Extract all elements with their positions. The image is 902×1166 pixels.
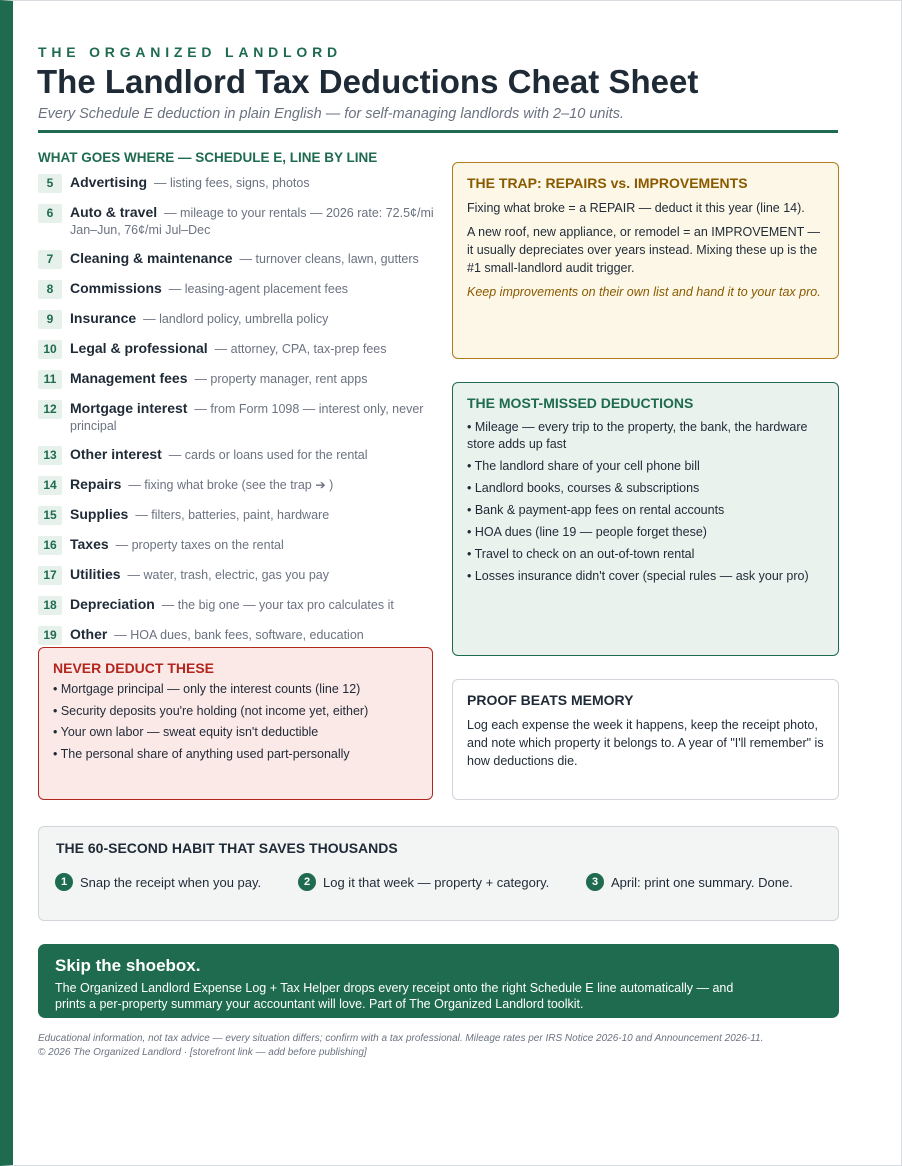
- line-description: — landlord policy, umbrella policy: [143, 312, 329, 326]
- habit-step-1: [55, 873, 261, 891]
- schedule-line: [38, 248, 438, 269]
- line-name: Auto & travel: [70, 204, 158, 220]
- brand-name: THE ORGANIZED LANDLORD: [38, 44, 342, 60]
- line-name: Commissions: [70, 280, 162, 296]
- line-name: Other: [70, 626, 108, 642]
- line-number: 9: [38, 310, 62, 329]
- schedule-line: [38, 368, 438, 389]
- trap-heading: THE TRAP: REPAIRS vs. IMPROVEMENTS: [467, 175, 748, 191]
- line-number: 5: [38, 174, 62, 193]
- cta-text: The Organized Landlord Expense Log + Tax Helper drops every receipt onto the right Schedule E line automatically — and prints a per-property summary your accountant will love. Part of The Organized Landlord toolkit.: [55, 981, 734, 1011]
- step-number: 2: [298, 873, 316, 891]
- proof-box: [452, 679, 839, 800]
- list-item: • Travel to check on an out-of-town rental: [467, 547, 695, 561]
- schedule-line: [38, 444, 438, 465]
- never-deduct-box: [38, 647, 433, 800]
- list-item: • Losses insurance didn't cover (special rules — ask your pro): [467, 569, 809, 583]
- copyright-text: © 2026 The Organized Landlord · [storefront link — add before publishing]: [38, 1047, 367, 1058]
- list-item: • Your own labor — sweat equity isn't deductible: [53, 725, 319, 739]
- list-item: • Landlord books, courses & subscriptions: [467, 481, 700, 495]
- line-description: — from Form 1098 — interest only, never principal: [70, 402, 424, 433]
- schedule-line: [38, 172, 438, 193]
- page-title: The Landlord Tax Deductions Cheat Sheet: [37, 63, 699, 100]
- step-text: Log it that week — property + category.: [323, 874, 550, 890]
- most-missed-box: [452, 382, 839, 656]
- schedule-line: [38, 308, 438, 329]
- schedule-line: [38, 202, 438, 239]
- schedule-line: [38, 534, 438, 555]
- step-text: Snap the receipt when you pay.: [80, 874, 262, 890]
- habit-step-2: [298, 873, 549, 891]
- line-description: — attorney, CPA, tax-prep fees: [214, 342, 387, 356]
- line-description: — water, trash, electric, gas you pay: [127, 568, 330, 582]
- line-name: Legal & professional: [70, 340, 208, 356]
- line-name: Depreciation: [70, 596, 155, 612]
- line-description: — the big one — your tax pro calculates it: [161, 598, 394, 612]
- line-description: — property taxes on the rental: [115, 538, 284, 552]
- schedule-line: [38, 398, 438, 435]
- step-number: 3: [586, 873, 604, 891]
- line-description: — filters, batteries, paint, hardware: [135, 508, 330, 522]
- habit-step-3: [586, 873, 793, 891]
- list-item: • Security deposits you're holding (not income yet, either): [53, 703, 369, 718]
- line-number: 8: [38, 280, 62, 299]
- line-number: 13: [38, 446, 62, 465]
- schedule-line: [38, 338, 438, 359]
- line-description: — HOA dues, bank fees, software, education: [114, 628, 364, 642]
- never-list: [53, 681, 418, 763]
- disclaimer-text: Educational information, not tax advice — every situation differs; confirm with a tax professional. Mileage rates per IRS Notice 2026-10 and Announcement 2026-11.: [38, 1033, 764, 1044]
- line-number: 17: [38, 566, 62, 585]
- header-divider: [38, 130, 838, 133]
- line-number: 14: [38, 476, 62, 495]
- missed-heading: THE MOST-MISSED DEDUCTIONS: [467, 395, 694, 411]
- line-name: Management fees: [70, 370, 188, 386]
- list-item: • HOA dues (line 19 — people forget these): [467, 525, 707, 539]
- cta-heading: Skip the shoebox.: [55, 956, 201, 975]
- schedule-line: [38, 504, 438, 525]
- trap-improvement-text: A new roof, new appliance, or remodel = an IMPROVEMENT — it usually depreciates over years instead. Mixing these up is the #1 small-landlord audit trigger.: [467, 225, 821, 275]
- line-description: — fixing what broke (see the trap ➔ ): [128, 478, 334, 492]
- schedule-e-list: [38, 172, 438, 654]
- line-number: 12: [38, 400, 62, 419]
- schedule-line: [38, 624, 438, 645]
- line-name: Cleaning & maintenance: [70, 250, 233, 266]
- line-number: 15: [38, 506, 62, 525]
- line-number: 19: [38, 626, 62, 645]
- footer: [38, 1032, 838, 1060]
- line-number: 6: [38, 204, 62, 223]
- missed-list: [467, 419, 824, 585]
- cta-banner: [38, 944, 839, 1018]
- line-description: — mileage to your rentals — 2026 rate: 72.5¢/mi Jan–Jun, 76¢/mi Jul–Dec: [70, 206, 434, 237]
- habit-box: [38, 826, 839, 921]
- schedule-e-heading: WHAT GOES WHERE — SCHEDULE E, LINE BY LINE: [38, 150, 378, 165]
- line-name: Supplies: [70, 506, 129, 522]
- line-number: 11: [38, 370, 62, 389]
- line-name: Repairs: [70, 476, 122, 492]
- list-item: • Mileage — every trip to the property, the bank, the hardware store adds up fast: [467, 420, 808, 451]
- schedule-line: [38, 564, 438, 585]
- line-name: Advertising: [70, 174, 148, 190]
- trap-tip-text: Keep improvements on their own list and hand it to your tax pro.: [467, 285, 821, 299]
- list-item: • The landlord share of your cell phone bill: [467, 459, 700, 473]
- line-name: Insurance: [70, 310, 137, 326]
- line-description: — property manager, rent apps: [194, 372, 368, 386]
- line-number: 10: [38, 340, 62, 359]
- line-description: — listing fees, signs, photos: [153, 176, 310, 190]
- list-item: • Bank & payment-app fees on rental accounts: [467, 503, 725, 517]
- proof-text: Log each expense the week it happens, keep the receipt photo, and note which property it belongs to. A year of "I'll remember" is how deductions die.: [467, 718, 824, 768]
- line-description: — cards or loans used for the rental: [168, 448, 368, 462]
- page-subtitle: Every Schedule E deduction in plain English — for self-managing landlords with 2–10 units.: [38, 106, 624, 122]
- line-name: Taxes: [70, 536, 109, 552]
- step-number: 1: [55, 873, 73, 891]
- trap-repair-text: Fixing what broke = a REPAIR — deduct it this year (line 14).: [467, 201, 805, 215]
- repairs-trap-box: [452, 162, 839, 359]
- schedule-line: [38, 278, 438, 299]
- habit-heading: THE 60-SECOND HABIT THAT SAVES THOUSANDS: [56, 840, 398, 856]
- line-number: 16: [38, 536, 62, 555]
- line-name: Utilities: [70, 566, 121, 582]
- schedule-line: [38, 594, 438, 615]
- line-name: Other interest: [70, 446, 162, 462]
- line-number: 7: [38, 250, 62, 269]
- proof-heading: PROOF BEATS MEMORY: [467, 692, 634, 708]
- line-description: — leasing-agent placement fees: [168, 282, 349, 296]
- line-number: 18: [38, 596, 62, 615]
- line-name: Mortgage interest: [70, 400, 188, 416]
- list-item: • Mortgage principal — only the interest counts (line 12): [53, 682, 361, 696]
- never-heading: NEVER DEDUCT THESE: [53, 660, 215, 676]
- list-item: • The personal share of anything used part-personally: [53, 746, 350, 761]
- line-description: — turnover cleans, lawn, gutters: [239, 252, 419, 266]
- step-text: April: print one summary. Done.: [611, 874, 793, 890]
- schedule-line: [38, 474, 438, 495]
